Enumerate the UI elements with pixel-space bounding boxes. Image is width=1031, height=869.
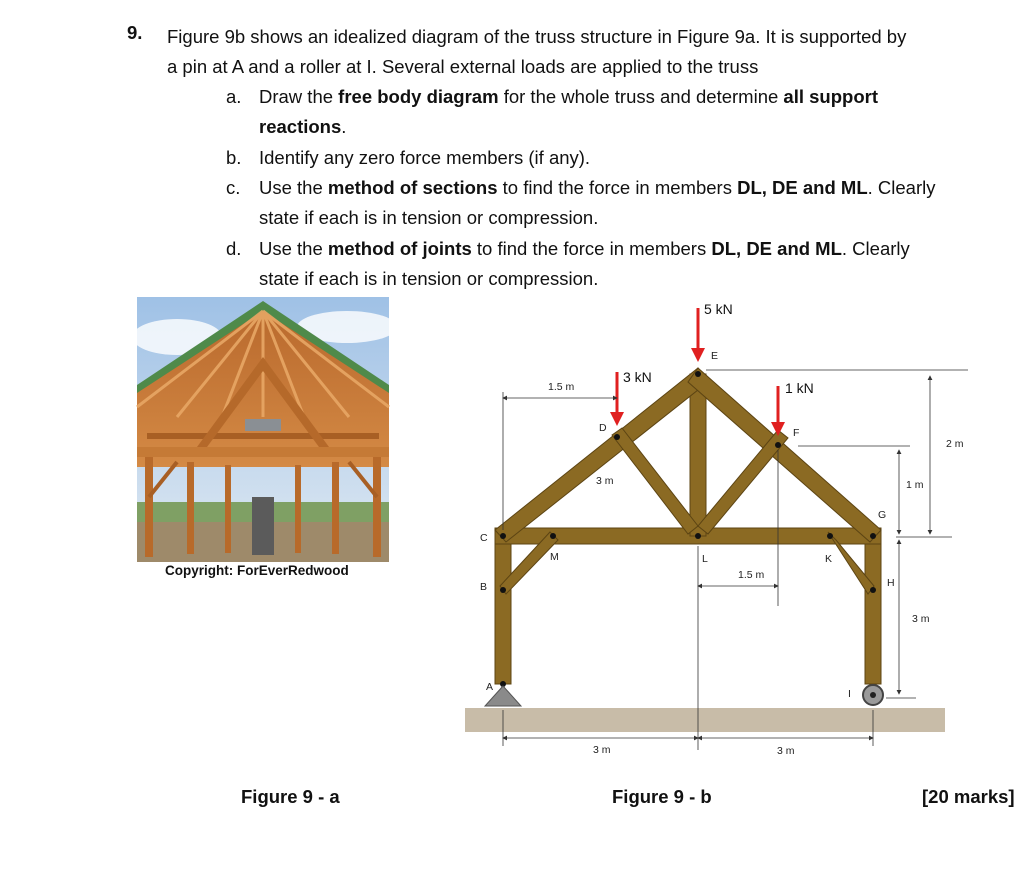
pavilion-illustration bbox=[137, 297, 389, 562]
marks-label: [20 marks] bbox=[922, 786, 1015, 807]
dim-label-top-left: 1.5 m bbox=[548, 381, 575, 393]
part-a-text: Draw the free body diagram for the whole truss and determine all support reactions. bbox=[259, 86, 878, 137]
dim-label-diag: 3 m bbox=[596, 475, 614, 487]
node-label-A: A bbox=[486, 681, 494, 693]
joint-M bbox=[550, 533, 556, 539]
roller-hub-icon bbox=[870, 692, 876, 698]
node-label-M: M bbox=[550, 551, 559, 563]
node-label-B: B bbox=[480, 581, 488, 593]
part-a-label: a. bbox=[226, 86, 242, 107]
member-left-post bbox=[495, 528, 511, 684]
caption-figure-9b: Figure 9 - b bbox=[612, 786, 712, 807]
joint-L bbox=[695, 533, 701, 539]
part-c-text: Use the method of sections to find the force in members DL, DE and ML. Clearly state if each is in tension or compression. bbox=[259, 177, 936, 228]
truss-svg bbox=[440, 290, 964, 770]
node-label-I: I bbox=[848, 688, 851, 700]
question-stem-line-2: a pin at A and a roller at I. Several external loads are applied to the truss bbox=[167, 56, 759, 77]
joint-G bbox=[870, 533, 876, 539]
node-label-H: H bbox=[887, 577, 895, 589]
member-right-post bbox=[865, 528, 881, 684]
joint-E bbox=[695, 371, 701, 377]
question-stem bbox=[167, 22, 967, 82]
node-label-K: K bbox=[825, 553, 833, 565]
node-label-F: F bbox=[793, 427, 800, 439]
joint-F bbox=[775, 442, 781, 448]
caption-figure-9a: Figure 9 - a bbox=[241, 786, 340, 807]
joint-H bbox=[870, 587, 876, 593]
joint-C bbox=[500, 533, 506, 539]
load-label-F: 1 kN bbox=[785, 380, 814, 396]
dim-label-1m: 1 m bbox=[906, 479, 924, 491]
joint-D bbox=[614, 434, 620, 440]
node-label-D: D bbox=[599, 422, 607, 434]
timber-members bbox=[495, 368, 881, 684]
dim-label-mid-right: 1.5 m bbox=[738, 569, 765, 581]
dimension-lines bbox=[503, 370, 968, 750]
question-number: 9. bbox=[127, 22, 143, 43]
part-b-text: Identify any zero force members (if any). bbox=[259, 147, 591, 168]
part-d-text: Use the method of joints to find the force in members DL, DE and ML. Clearly state if each is in tension or compression. bbox=[259, 238, 910, 289]
member-king-post bbox=[690, 374, 706, 536]
dim-label-bottom-left: 3 m bbox=[593, 744, 611, 756]
member-web-FL bbox=[698, 430, 788, 534]
part-c-label: c. bbox=[226, 177, 241, 198]
node-label-G: G bbox=[878, 509, 887, 521]
node-label-C: C bbox=[480, 532, 488, 544]
load-arrowhead-E bbox=[691, 348, 705, 362]
joint-B bbox=[500, 587, 506, 593]
node-label-E: E bbox=[711, 350, 719, 362]
dim-label-2m: 2 m bbox=[946, 438, 964, 450]
load-arrowhead-D bbox=[610, 412, 624, 426]
part-d-label: d. bbox=[226, 238, 242, 259]
dim-label-3m-right: 3 m bbox=[912, 613, 930, 625]
part-b-label: b. bbox=[226, 147, 242, 168]
member-web-DL bbox=[612, 428, 698, 534]
truss-diagram bbox=[440, 290, 964, 775]
pavilion-photo bbox=[137, 297, 389, 562]
dim-label-bottom-right: 3 m bbox=[777, 745, 795, 757]
joint-K bbox=[827, 533, 833, 539]
photo-copyright: Copyright: ForEverRedwood bbox=[165, 563, 349, 578]
load-label-D: 3 kN bbox=[623, 369, 652, 385]
load-label-E: 5 kN bbox=[704, 301, 733, 317]
node-label-L: L bbox=[702, 553, 708, 565]
question-stem-line-1: Figure 9b shows an idealized diagram of the truss structure in Figure 9a. It is supported by bbox=[167, 26, 907, 47]
